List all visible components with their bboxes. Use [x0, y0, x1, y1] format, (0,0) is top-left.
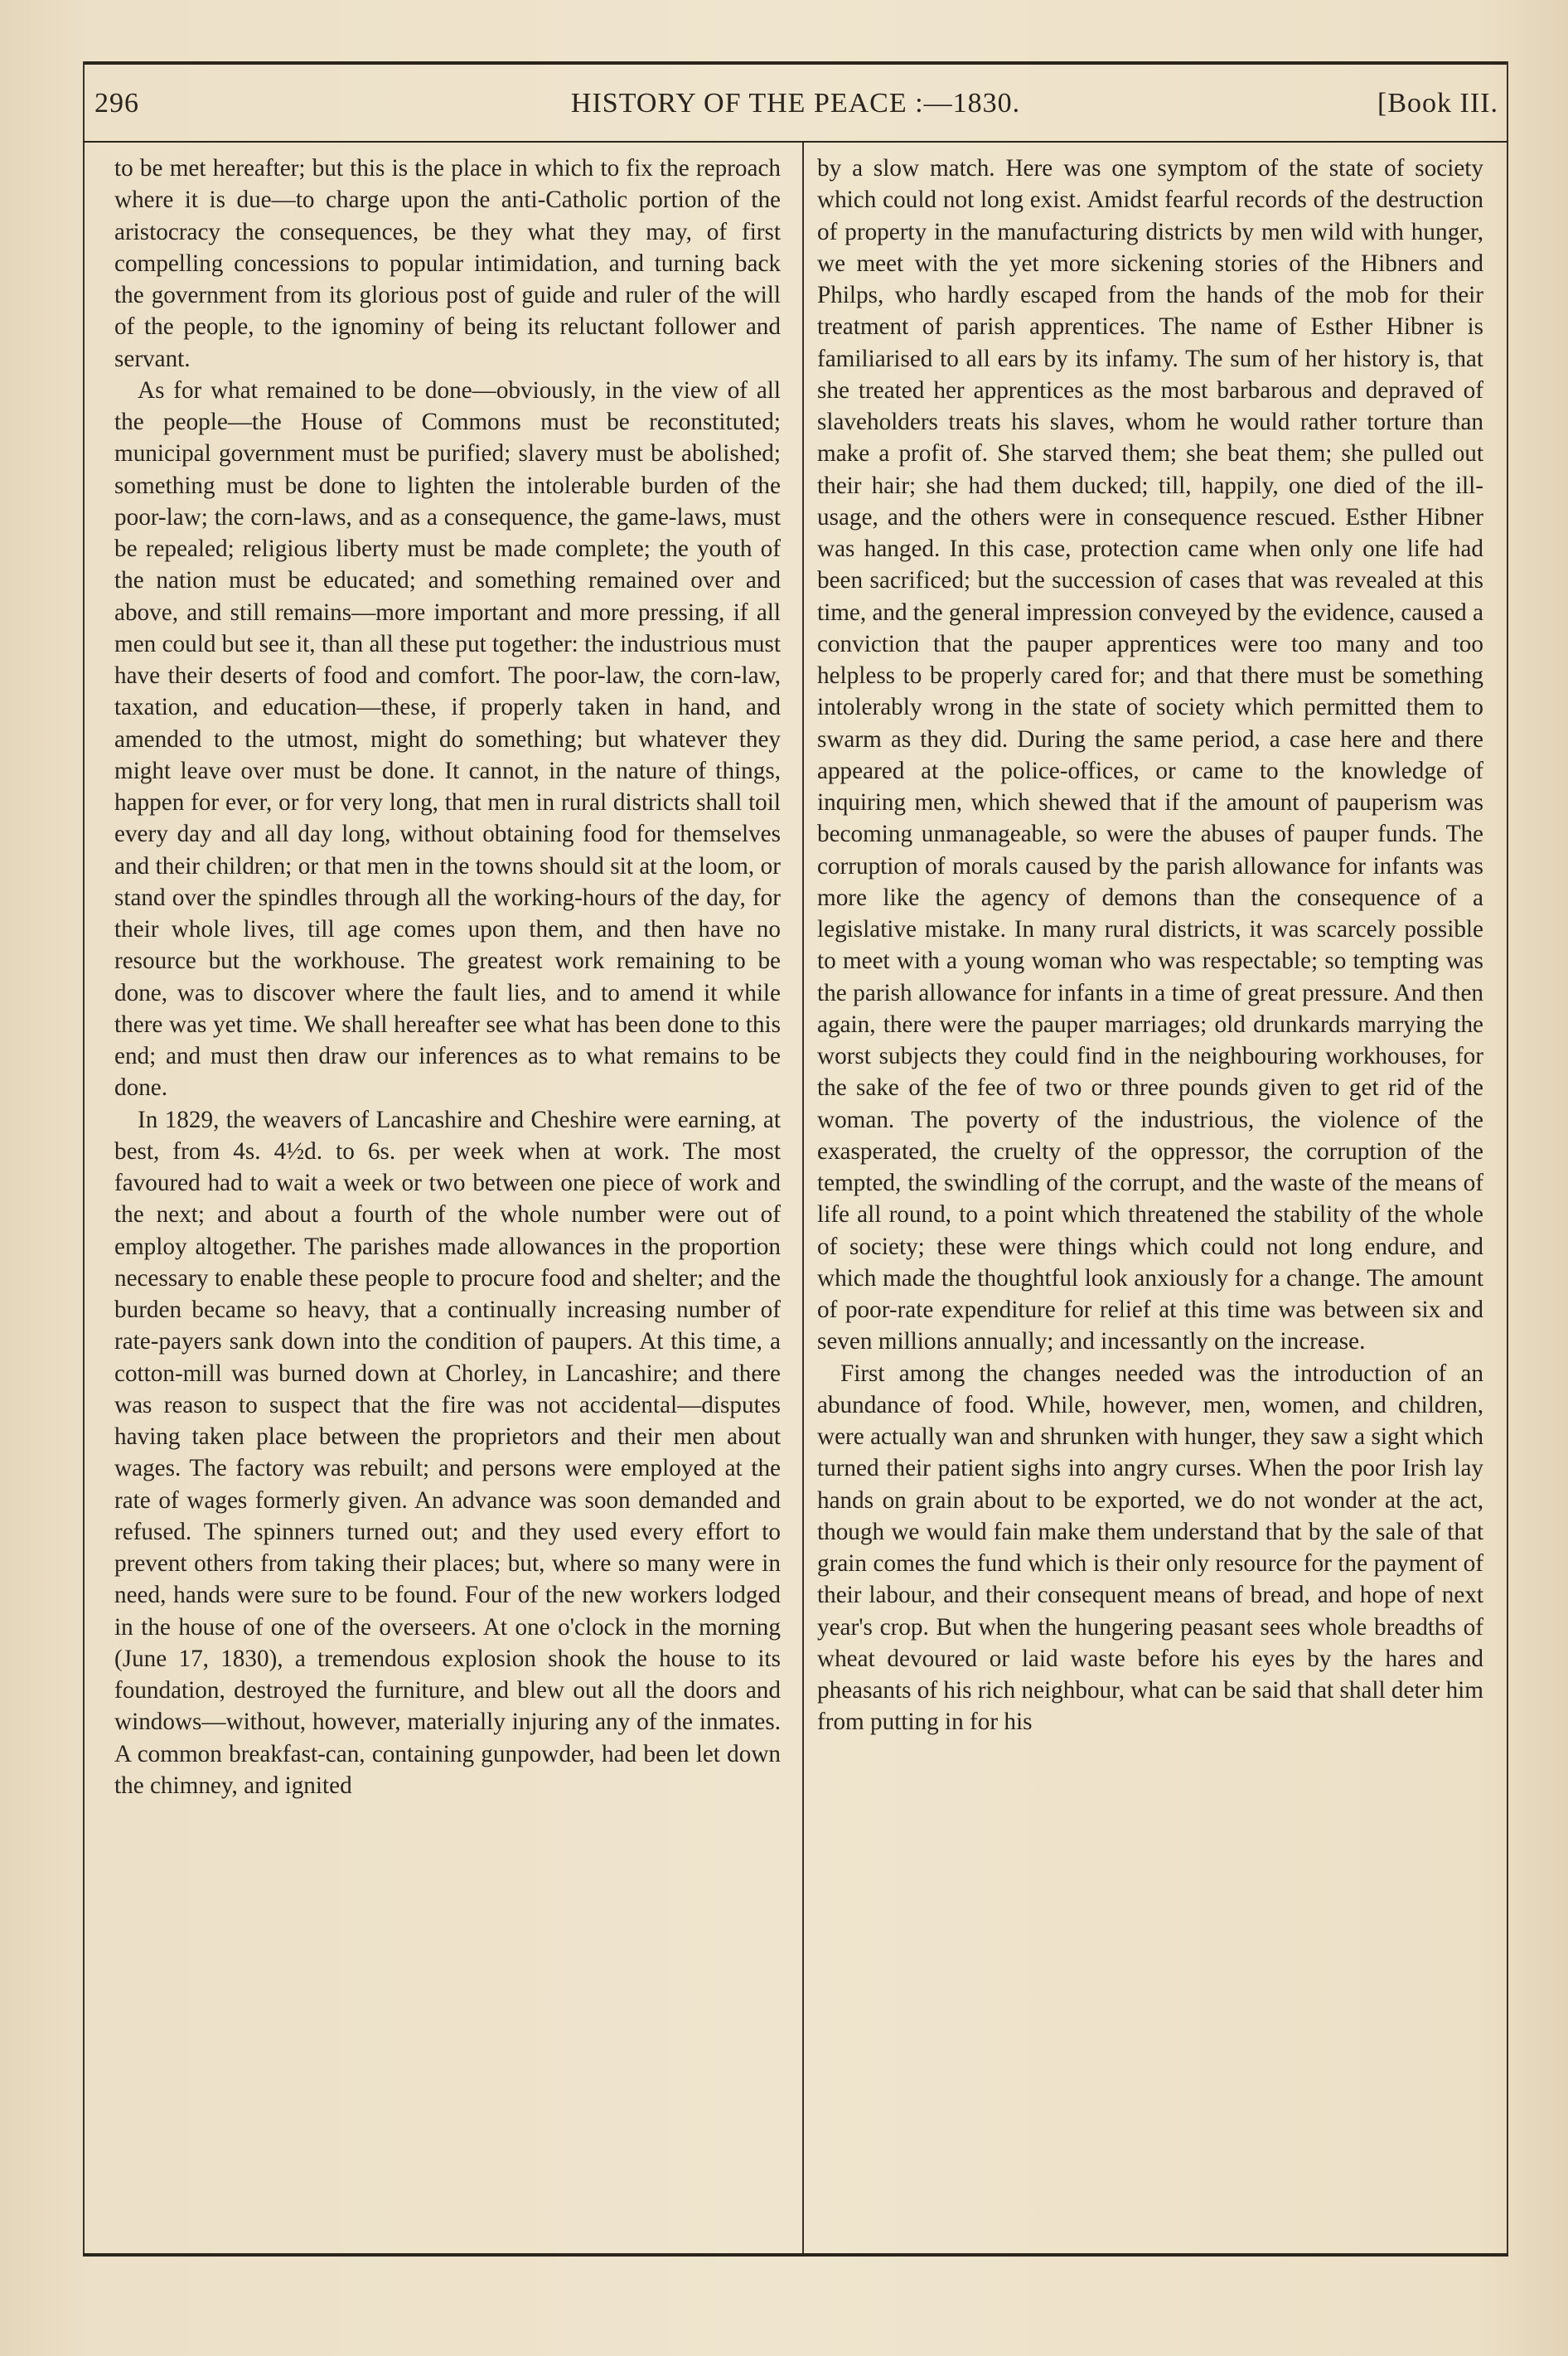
paragraph: First among the changes needed was the introduction of an abundance of food. While, however, men, women, and children, were actually wan and shrunken with hunger, they saw a sight which turned their patient sighs into angry curses. When the poor Irish lay hands on grain about to be exported, we do not wonder at the act, though we would fain make them understand that by the sale of that grain comes the fund which is their only resource for the payment of their labour, and their consequent means of bread, and hope of next year's crop. But when the hungering peasant sees whole breadths of wheat devoured or laid waste before his eyes by the hares and pheasants of his rich neighbour, what can be said that shall deter him from putting in for his	[817, 1360, 1483, 1736]
header-rule	[83, 141, 1508, 143]
top-rule	[83, 61, 1508, 65]
paragraph: In 1829, the weavers of Lancashire and Cheshire were earning, at best, from 4s. 4½d. to 6s. per week when at work. The most favoured had to wait a week or two between one piece of work and the next; and about a fourth of the whole number were out of employ altogether. The parishes made allowances in the proportion necessary to enable these people to procure food and shelter; and the burden became so heavy, that a continually increasing number of rate-payers sank down into the condition of paupers. At this time, a cotton-mill was burned down at Chorley, in Lancashire; and there was reason to suspect that the fire was not accidental—disputes having taken place between the proprietors and their men about wages. The factory was rebuilt; and persons were employed at the rate of wages formerly given. An advance was soon demanded and refused. The spinners turned out; and they used every effort to prevent others from taking their places; but, where so many were in need, hands were sure to be found. Four of the new workers lodged in the house of one of the overseers. At one o'clock in the morning (June 17, 1830), a tremendous explosion shook the house to its foundation, destroyed the furniture, and blew out all the doors and windows—without, however, materially injuring any of the inmates. A common breakfast-can, containing gunpowder, had been let down the chimney, and ignited	[114, 1106, 781, 1799]
running-title: HISTORY OF THE PEACE :—1830.	[570, 88, 1021, 119]
right-column	[817, 153, 1483, 1738]
book-label: [Book III.	[1377, 88, 1498, 119]
column-divider	[802, 143, 804, 2253]
paragraph: As for what remained to be done—obviously, in the view of all the people—the House of Commons must be reconstituted; municipal government must be purified; slavery must be abolished; something must be done to lighten the intolerable burden of the poor-law; the corn-laws, and as a consequence, the game-laws, must be repealed; religious liberty must be made complete; the youth of the nation must be educated; and something remained over and above, and still remains—more important and more pressing, if all men could but see it, than all these put together: the industrious must have their deserts of food and comfort. The poor-law, the corn-law, taxation, and education—these, if properly taken in hand, and amended to the utmost, might do something; but whatever they might leave over must be done. It cannot, in the nature of things, happen for ever, or for very long, that men in rural districts shall toil every day and all day long, without obtaining food for themselves and their children; or that men in the towns should sit at the loom, or stand over the spindles through all the working-hours of the day, for their whole lives, till age comes upon them, and then have no resource but the workhouse. The greatest work remaining to be done, was to discover where the fault lies, and to amend it while there was yet time. We shall hereafter see what has been done to this end; and must then draw our inferences as to what remains to be done.	[114, 376, 781, 1102]
running-header	[83, 83, 1508, 133]
right-border-rule	[1507, 61, 1508, 2255]
paragraph: by a slow match. Here was one symptom of the state of society which could not long exist. Amidst fearful records of the destruction of property in the manufacturing districts by men wild with hunger, we meet with the yet more sickening stories of the Hibners and Philps, who hardly escaped from the hands of the mob for their treatment of parish apprentices. The name of Esther Hibner is familiarised to all ears by its infamy. The sum of her history is, that she treated her apprentices as the most barbarous and depraved of slaveholders treats his slaves, whom he would rather torture than make a profit of. She starved them; she beat them; she pulled out their hair; she had them ducked; till, happily, one died of the ill-usage, and the others were in consequence rescued. Esther Hibner was hanged. In this case, protection came when only one life had been sacrificed; but the succession of cases that was revealed at this time, and the general impression conveyed by the evidence, caused a conviction that the pauper apprentices were too many and too helpless to be properly cared for; and that there must be something intolerably wrong in the state of society which permitted them to swarm as they did. During the same period, a case here and there appeared at the police-offices, or came to the knowledge of inquiring men, which shewed that if the amount of pauperism was becoming unmanageable, so were the abuses of pauper funds. The corruption of morals caused by the parish allowance for infants was more like the agency of demons than the consequence of a legislative mistake. In many rural districts, it was scarcely possible to meet with a young woman who was respectable; so tempting was the parish allowance for infants in a time of great pressure. And then again, there were the pauper marriages; old drunkards marrying the worst subjects they could find in the neighbouring workhouses, for the sake of the fee of two or three pounds given to get rid of the woman. The poverty of the industrious, the violence of the exasperated, the cruelty of the oppressor, the corruption of the tempted, the swindling of the corrupt, and the waste of the means of life all round, to a point which threatened the stability of the whole of society; these were things which could not long endure, and which made the thoughtful look anxiously for a change. The amount of poor-rate expenditure for relief at this time was between six and seven millions annually; and incessantly on the increase.	[817, 155, 1483, 1355]
paragraph: to be met hereafter; but this is the place in which to fix the reproach where it is due—to charge upon the anti-Catholic portion of the aristocracy the consequences, be they what they may, of first compelling concessions to popular intimidation, and turning back the government from its glorious post of guide and ruler of the will of the people, to the ignominy of being its reluctant follower and servant.	[114, 155, 781, 372]
left-column	[114, 153, 781, 1801]
bottom-rule	[83, 2253, 1508, 2257]
page-number: 296	[94, 88, 139, 119]
left-border-rule	[83, 61, 85, 2255]
